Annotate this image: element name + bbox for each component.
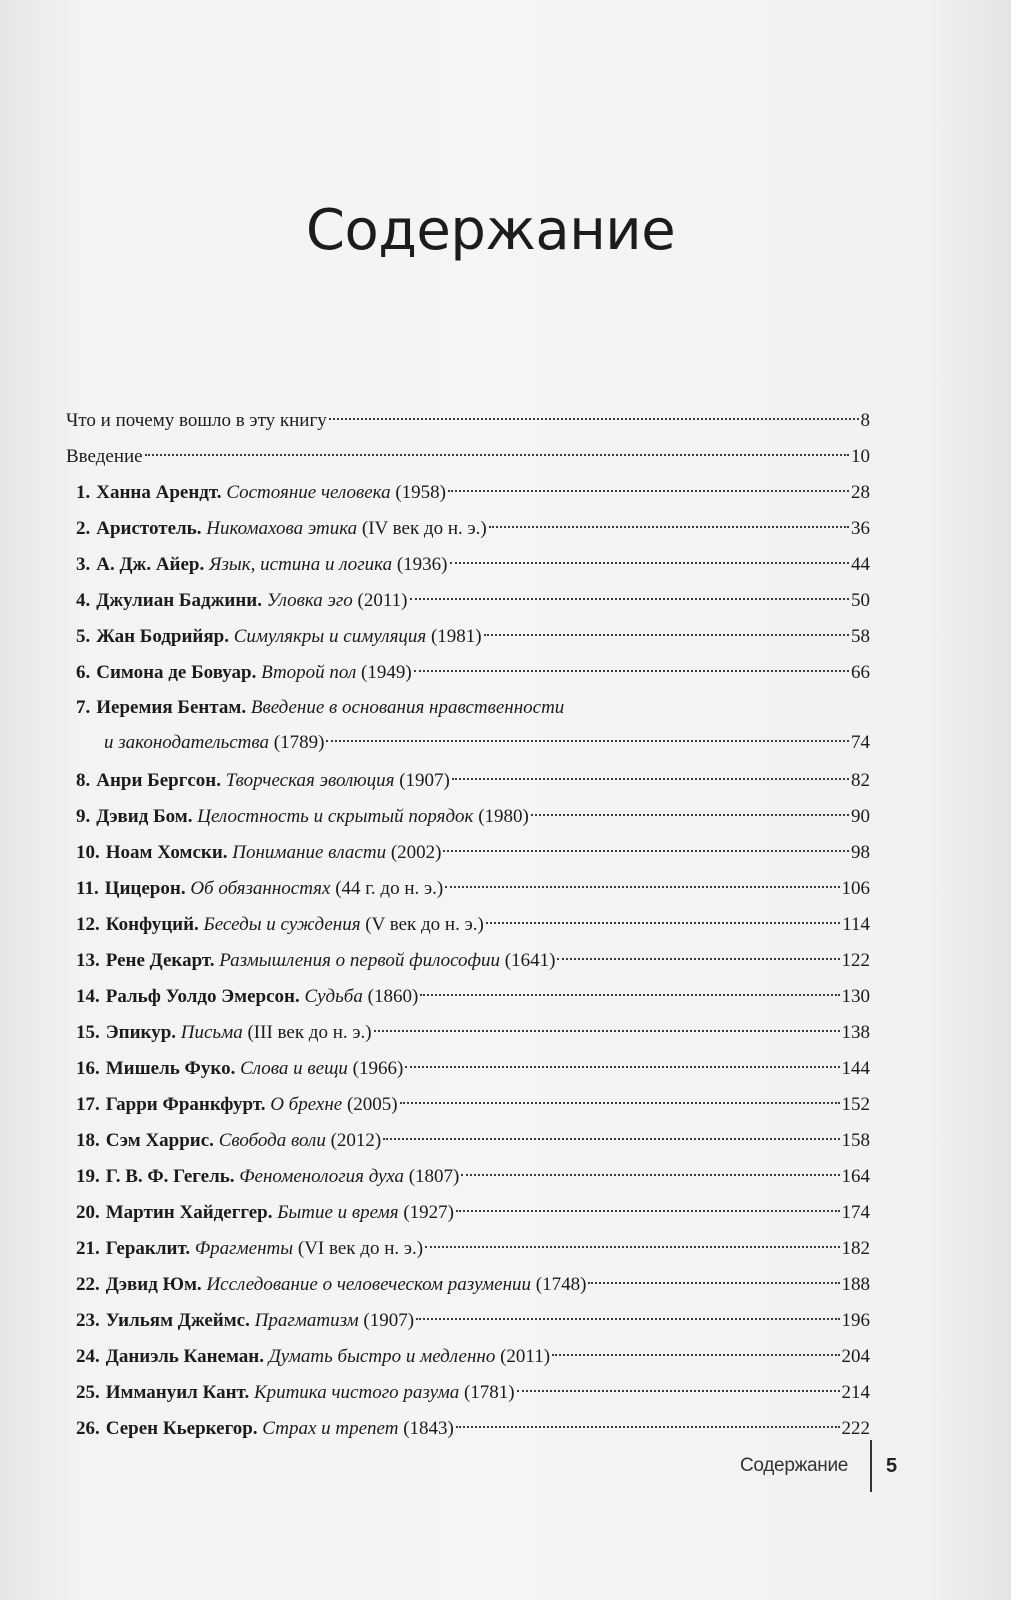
dot-leader bbox=[420, 994, 839, 996]
entry-year: (1907) bbox=[399, 770, 450, 791]
entry-text bbox=[76, 1303, 414, 1339]
entry-year: (VI век до н. э.) bbox=[297, 1238, 424, 1259]
toc-entry bbox=[66, 1267, 870, 1303]
entry-author: Рене Декарт. bbox=[105, 950, 215, 971]
toc-entry-line bbox=[66, 725, 870, 761]
toc-entry bbox=[66, 871, 870, 907]
toc-page-number: 158 bbox=[841, 1130, 870, 1151]
dot-leader bbox=[145, 454, 849, 456]
entry-year: (1641) bbox=[504, 950, 556, 971]
entry-number: 23. bbox=[76, 1310, 100, 1331]
entry-work-title: Симулякры и симуляция bbox=[233, 626, 427, 647]
page-footer bbox=[740, 1440, 897, 1492]
entry-year: (III век до н. э.) bbox=[247, 1022, 372, 1043]
entry-work-title: Судьба bbox=[304, 986, 363, 1007]
entry-text bbox=[76, 655, 412, 691]
entry-text bbox=[76, 1051, 403, 1087]
running-footer-label: Содержание bbox=[740, 1455, 849, 1476]
entry-author: Джулиан Баджини. bbox=[96, 590, 262, 611]
entry-author: Уильям Джеймс. bbox=[105, 1310, 250, 1331]
entry-year: (1748) bbox=[535, 1274, 587, 1295]
entry-year: (2011) bbox=[357, 590, 408, 611]
entry-number: 3. bbox=[76, 554, 91, 575]
entry-number: 10. bbox=[76, 842, 100, 863]
dot-leader bbox=[414, 670, 849, 672]
toc-entry bbox=[66, 1159, 870, 1195]
entry-author: Мишель Фуко. bbox=[105, 1058, 236, 1079]
toc-page-number: 106 bbox=[841, 878, 870, 899]
entry-number: 26. bbox=[76, 1418, 100, 1439]
entry-work-title: Язык, истина и логика bbox=[209, 554, 393, 575]
entry-text bbox=[76, 583, 408, 619]
entry-author: Симона де Бовуар. bbox=[96, 662, 257, 683]
entry-number: 2. bbox=[76, 518, 91, 539]
toc-page-number: 138 bbox=[841, 1022, 870, 1043]
dot-leader bbox=[489, 526, 849, 528]
entry-year: (1807) bbox=[408, 1166, 460, 1187]
entry-number: 25. bbox=[76, 1382, 100, 1403]
toc-entry bbox=[66, 763, 870, 799]
entry-text bbox=[76, 1195, 454, 1231]
entry-author: Серен Кьеркегор. bbox=[105, 1418, 258, 1439]
dot-leader bbox=[450, 562, 850, 564]
entry-work-title: О брехне bbox=[270, 1094, 343, 1115]
toc-entry bbox=[66, 799, 870, 835]
entry-author: Жан Бодрийяр. bbox=[96, 626, 229, 647]
table-of-contents bbox=[66, 403, 870, 1447]
toc-page-number: 144 bbox=[841, 1058, 870, 1079]
toc-entry bbox=[66, 979, 870, 1015]
entry-year: (1860) bbox=[367, 986, 419, 1007]
page-title: Содержание bbox=[305, 198, 676, 263]
entry-author: Ральф Уолдо Эмерсон. bbox=[105, 986, 300, 1007]
entry-work-title: Никомахова этика bbox=[206, 518, 358, 539]
toc-entry bbox=[66, 907, 870, 943]
toc-page-number: 114 bbox=[842, 914, 870, 935]
entry-number: 12. bbox=[76, 914, 100, 935]
toc-page-number: 28 bbox=[851, 482, 870, 503]
dot-leader bbox=[456, 1426, 840, 1428]
dot-leader bbox=[405, 1066, 839, 1068]
entry-work-title: Введение в основания нравственности bbox=[250, 697, 565, 718]
entry-year: (1981) bbox=[430, 626, 482, 647]
toc-page-number: 122 bbox=[841, 950, 870, 971]
entry-work-title: Понимание власти bbox=[232, 842, 387, 863]
entry-work-title: Исследование о человеческом разумении bbox=[206, 1274, 532, 1295]
entry-work-title: Страх и трепет bbox=[262, 1418, 399, 1439]
toc-entry bbox=[66, 1195, 870, 1231]
entry-text bbox=[76, 1339, 550, 1375]
entry-work-title: Прагматизм bbox=[254, 1310, 359, 1331]
entry-number: 17. bbox=[76, 1094, 100, 1115]
entry-year: (1781) bbox=[463, 1382, 515, 1403]
entry-number: 16. bbox=[76, 1058, 100, 1079]
toc-entry-line bbox=[66, 691, 870, 725]
toc-entry bbox=[66, 1339, 870, 1375]
toc-page-number: 204 bbox=[841, 1346, 870, 1367]
entry-text bbox=[76, 1375, 515, 1411]
entry-text bbox=[76, 799, 529, 835]
toc-label: Что и почему вошло в эту книгу bbox=[66, 410, 327, 431]
toc-page-number: 98 bbox=[851, 842, 870, 863]
entry-number: 11. bbox=[76, 878, 99, 899]
entry-author: Цицерон. bbox=[104, 878, 186, 899]
entry-text bbox=[76, 1267, 586, 1303]
entry-work-title: Целостность и скрытый порядок bbox=[197, 806, 474, 827]
entry-year: (1958) bbox=[395, 482, 447, 503]
entry-work-title: Беседы и суждения bbox=[203, 914, 361, 935]
entry-number: 21. bbox=[76, 1238, 100, 1259]
entry-year: (1949) bbox=[361, 662, 412, 683]
entry-text bbox=[76, 1123, 381, 1159]
entry-text bbox=[76, 763, 450, 799]
entry-author: Дэвид Бом. bbox=[96, 806, 193, 827]
toc-page-number: 82 bbox=[851, 770, 870, 791]
entry-text bbox=[76, 619, 482, 655]
entry-number: 6. bbox=[76, 662, 91, 683]
entry-author: Даниэль Канеман. bbox=[105, 1346, 264, 1367]
toc-page-number: 90 bbox=[851, 806, 870, 827]
toc-page-number: 214 bbox=[841, 1382, 870, 1403]
toc-entry bbox=[66, 835, 870, 871]
toc-entries bbox=[66, 475, 870, 1447]
dot-leader bbox=[425, 1246, 839, 1248]
entry-number: 8. bbox=[76, 770, 91, 791]
dot-leader bbox=[588, 1282, 839, 1284]
entry-text bbox=[76, 943, 555, 979]
dot-leader bbox=[443, 850, 849, 852]
toc-page-number: 8 bbox=[860, 410, 870, 431]
entry-work-title: Письма bbox=[180, 1022, 243, 1043]
entry-year: (2005) bbox=[346, 1094, 398, 1115]
toc-front-item bbox=[66, 439, 870, 475]
entry-author: Анри Бергсон. bbox=[96, 770, 222, 791]
toc-page-number: 152 bbox=[841, 1094, 870, 1115]
entry-number: 15. bbox=[76, 1022, 100, 1043]
entry-work-title: Слова и вещи bbox=[240, 1058, 348, 1079]
dot-leader bbox=[329, 418, 859, 420]
entry-text bbox=[76, 871, 443, 907]
toc-entry bbox=[66, 619, 870, 655]
dot-leader bbox=[486, 922, 840, 924]
entry-work-title: Бытие и время bbox=[277, 1202, 399, 1223]
dot-leader bbox=[400, 1102, 840, 1104]
entry-year: (IV век до н. э.) bbox=[361, 518, 487, 539]
entry-work-title: и законодательства bbox=[104, 732, 269, 753]
dot-leader bbox=[326, 740, 849, 742]
entry-number: 4. bbox=[76, 590, 91, 611]
entry-number: 19. bbox=[76, 1166, 100, 1187]
toc-page-number: 36 bbox=[851, 518, 870, 539]
toc-page-number: 182 bbox=[841, 1238, 870, 1259]
entry-text bbox=[76, 1015, 372, 1051]
footer-divider bbox=[870, 1440, 872, 1492]
entry-number: 14. bbox=[76, 986, 100, 1007]
entry-author: Иеремия Бентам. bbox=[96, 697, 247, 718]
entry-work-title: Второй пол bbox=[261, 662, 357, 683]
toc-entry bbox=[66, 1051, 870, 1087]
entry-work-title: Уловка эго bbox=[266, 590, 353, 611]
entry-work-title: Думать быстро и медленно bbox=[268, 1346, 496, 1367]
entry-work-title: Фрагменты bbox=[194, 1238, 294, 1259]
entry-author: Сэм Харрис. bbox=[105, 1130, 214, 1151]
entry-text bbox=[76, 835, 441, 871]
toc-front-item bbox=[66, 403, 870, 439]
toc-page-number: 222 bbox=[841, 1418, 870, 1439]
toc-entry bbox=[66, 691, 870, 763]
page-number: 5 bbox=[886, 1454, 898, 1477]
toc-entry bbox=[66, 655, 870, 691]
entry-author: Конфуций. bbox=[105, 914, 199, 935]
entry-author: Эпикур. bbox=[105, 1022, 177, 1043]
dot-leader bbox=[557, 958, 839, 960]
entry-number: 22. bbox=[76, 1274, 100, 1295]
entry-text bbox=[76, 979, 418, 1015]
entry-author: Аристотель. bbox=[96, 518, 202, 539]
entry-text bbox=[76, 475, 446, 511]
dot-leader bbox=[448, 490, 849, 492]
entry-number: 1. bbox=[76, 482, 91, 503]
dot-leader bbox=[552, 1354, 839, 1356]
entry-number: 13. bbox=[76, 950, 100, 971]
entry-year: (2012) bbox=[330, 1130, 382, 1151]
dot-leader bbox=[445, 886, 839, 888]
entry-author: А. Дж. Айер. bbox=[96, 554, 205, 575]
entry-year: (2011) bbox=[500, 1346, 551, 1367]
entry-author: Мартин Хайдеггер. bbox=[105, 1202, 273, 1223]
entry-work-title: Феноменология духа bbox=[239, 1166, 404, 1187]
entry-number: 7. bbox=[76, 697, 91, 718]
toc-page-number: 10 bbox=[851, 446, 870, 467]
entry-year: (44 г. до н. э.) bbox=[335, 878, 444, 899]
entry-year: (1927) bbox=[403, 1202, 455, 1223]
toc-page-number: 174 bbox=[841, 1202, 870, 1223]
entry-text bbox=[76, 1411, 454, 1447]
entry-work-title: Об обязанностях bbox=[190, 878, 331, 899]
toc-entry bbox=[66, 1303, 870, 1339]
toc-entry bbox=[66, 1015, 870, 1051]
entry-number: 18. bbox=[76, 1130, 100, 1151]
entry-year: (1966) bbox=[352, 1058, 404, 1079]
toc-label: Введение bbox=[66, 446, 143, 467]
entry-year: (1789) bbox=[273, 732, 325, 753]
toc-entry bbox=[66, 583, 870, 619]
toc-page-number: 164 bbox=[841, 1166, 870, 1187]
entry-author: Дэвид Юм. bbox=[105, 1274, 202, 1295]
entry-work-title: Творческая эволюция bbox=[225, 770, 395, 791]
entry-author: Гераклит. bbox=[105, 1238, 191, 1259]
entry-work-title: Размышления о первой философии bbox=[219, 950, 501, 971]
entry-author: Г. В. Ф. Гегель. bbox=[105, 1166, 235, 1187]
toc-entry bbox=[66, 1375, 870, 1411]
dot-leader bbox=[410, 598, 850, 600]
dot-leader bbox=[456, 1210, 839, 1212]
entry-year: (1936) bbox=[396, 554, 448, 575]
toc-entry bbox=[66, 943, 870, 979]
entry-text bbox=[76, 511, 487, 547]
toc-entry bbox=[66, 1231, 870, 1267]
toc-page-number: 50 bbox=[851, 590, 870, 611]
toc-page-number: 74 bbox=[851, 732, 870, 753]
dot-leader bbox=[484, 634, 849, 636]
entry-text bbox=[76, 1087, 398, 1123]
entry-work-title: Критика чистого разума bbox=[253, 1382, 460, 1403]
dot-leader bbox=[461, 1174, 839, 1176]
entry-number: 5. bbox=[76, 626, 91, 647]
toc-page-number: 196 bbox=[841, 1310, 870, 1331]
dot-leader bbox=[416, 1318, 839, 1320]
dot-leader bbox=[383, 1138, 839, 1140]
entry-author: Гарри Франкфурт. bbox=[105, 1094, 266, 1115]
entry-work-title: Состояние человека bbox=[226, 482, 391, 503]
entry-year: (1980) bbox=[478, 806, 529, 827]
entry-number: 24. bbox=[76, 1346, 100, 1367]
entry-number: 20. bbox=[76, 1202, 100, 1223]
entry-author: Иммануил Кант. bbox=[105, 1382, 250, 1403]
dot-leader bbox=[452, 778, 849, 780]
dot-leader bbox=[374, 1030, 840, 1032]
entry-author: Ханна Арендт. bbox=[96, 482, 222, 503]
toc-page-number: 58 bbox=[851, 626, 870, 647]
entry-text bbox=[76, 547, 448, 583]
entry-number: 9. bbox=[76, 806, 91, 827]
entry-year: (1907) bbox=[363, 1310, 415, 1331]
entry-year: (2002) bbox=[390, 842, 442, 863]
toc-entry bbox=[66, 1123, 870, 1159]
dot-leader bbox=[531, 814, 849, 816]
toc-entry bbox=[66, 547, 870, 583]
entry-text bbox=[76, 907, 484, 943]
entry-text bbox=[76, 1231, 423, 1267]
dot-leader bbox=[517, 1390, 840, 1392]
toc-page-number: 188 bbox=[841, 1274, 870, 1295]
toc-entry bbox=[66, 1087, 870, 1123]
entry-text bbox=[76, 1159, 459, 1195]
toc-entry bbox=[66, 475, 870, 511]
toc-page-number: 44 bbox=[851, 554, 870, 575]
entry-year: (1843) bbox=[403, 1418, 454, 1439]
toc-page-number: 130 bbox=[841, 986, 870, 1007]
entry-text bbox=[104, 725, 324, 761]
toc-entry bbox=[66, 511, 870, 547]
entry-work-title: Свобода воли bbox=[218, 1130, 326, 1151]
toc-page-number: 66 bbox=[851, 662, 870, 683]
entry-year: (V век до н. э.) bbox=[365, 914, 484, 935]
entry-author: Ноам Хомски. bbox=[105, 842, 228, 863]
